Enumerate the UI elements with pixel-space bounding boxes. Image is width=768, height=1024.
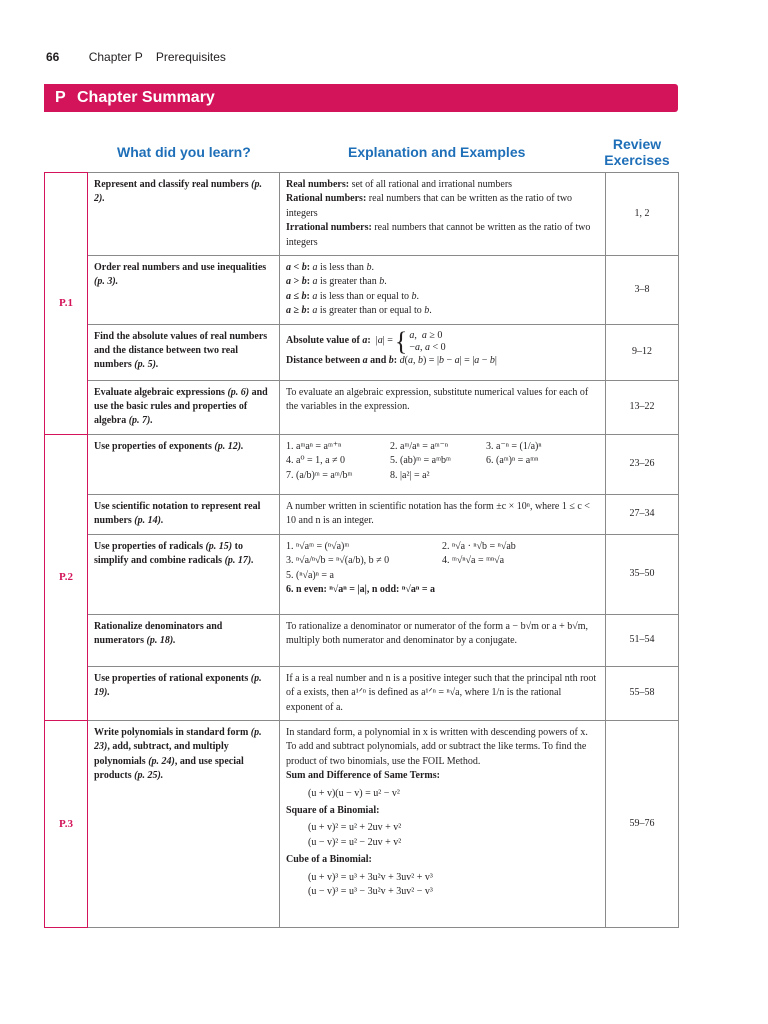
formula: (u + v)³ = u³ + 3u²v + 3uv² + v³ xyxy=(308,871,433,883)
table-row xyxy=(45,666,679,720)
explain-cell xyxy=(280,720,606,927)
table-row xyxy=(45,614,679,666)
chapter-summary-banner xyxy=(44,84,678,112)
exponent-rule: 7. (a/b)ᵐ = aᵐ/bᵐ xyxy=(286,469,353,481)
explain-cell: To evaluate an algebraic expression, substitute numerical values for each of the variables in the expression. xyxy=(280,380,606,434)
review-cell: 35–50 xyxy=(606,534,679,614)
table-row xyxy=(45,324,679,380)
running-header xyxy=(46,50,226,64)
column-header-explain: Explanation and Examples xyxy=(348,144,526,160)
polynomial-text: In standard form, a polynomial in x is written with descending powers of x. To add and subtract polynomials, add or subtract the like terms. To find the product of two binomials, use the FOIL Method. xyxy=(286,726,588,767)
review-cell: 9–12 xyxy=(606,324,679,380)
column-header-review xyxy=(598,136,676,168)
table-row xyxy=(45,256,679,325)
table-row xyxy=(45,534,679,614)
table-row xyxy=(45,720,679,927)
radical-rule: 3. ⁿ√a/ⁿ√b = ⁿ√(a/b), b ≠ 0 xyxy=(286,555,390,567)
review-cell: 51–54 xyxy=(606,614,679,666)
formula-heading: Square of a Binomial: xyxy=(286,804,380,816)
learn-cell: Rationalize denominators and numerators (p. 18). xyxy=(88,614,280,666)
section-label: P.1 xyxy=(45,173,88,435)
exponent-rule: 8. |a²| = a² xyxy=(390,469,430,481)
learn-cell: Evaluate algebraic expressions (p. 6) and use the basic rules and properties of algebra (p. 7). xyxy=(88,380,280,434)
table-row xyxy=(45,380,679,434)
section-label: P.3 xyxy=(45,720,88,927)
explain-cell: To rationalize a denominator or numerator of the form a − b√m or a + b√m, multiply both numerator and denominator by a conjugate. xyxy=(280,614,606,666)
explain-cell: Real numbers: set of all rational and irrational numbers Rational numbers: real numbers that can be written as the ratio of two integers Irrational numbers: real numbers that cannot be written as the ratio of two integers xyxy=(280,173,606,256)
review-cell: 13–22 xyxy=(606,380,679,434)
formula: (u − v)³ = u³ − 3u²v + 3uv² − v³ xyxy=(308,885,433,897)
formula: (u + v)(u − v) = u² − v² xyxy=(308,787,400,799)
exponent-rule: 4. a⁰ = 1, a ≠ 0 xyxy=(286,455,346,467)
formula: (u − v)² = u² − 2uv + v² xyxy=(308,836,402,848)
formula-heading: Cube of a Binomial: xyxy=(286,854,372,866)
radical-rule: 5. (ⁿ√a)ⁿ = a xyxy=(286,569,334,581)
radical-rule: 2. ⁿ√a · ⁿ√b = ⁿ√ab xyxy=(442,540,516,552)
learn-cell: Write polynomials in standard form (p. 23), add, subtract, and multiply polynomials (p. 24), and use special products (p. 25). xyxy=(88,720,280,927)
exponent-rule: 2. aᵐ/aⁿ = aᵐ⁻ⁿ xyxy=(390,440,449,452)
learn-cell: Use properties of exponents (p. 12). xyxy=(88,434,280,494)
exponent-rule: 3. a⁻ⁿ = (1/a)ⁿ xyxy=(486,440,542,452)
exponent-rule: 1. aᵐaⁿ = aᵐ⁺ⁿ xyxy=(286,440,342,452)
learn-cell: Find the absolute values of real numbers and the distance between two real numbers (p. 5). xyxy=(88,324,280,380)
review-cell: 27–34 xyxy=(606,494,679,534)
review-header-line2: Exercises xyxy=(604,152,670,168)
formula-heading: Sum and Difference of Same Terms: xyxy=(286,770,440,782)
review-cell: 3–8 xyxy=(606,256,679,325)
learn-cell: Use scientific notation to represent real numbers (p. 14). xyxy=(88,494,280,534)
table-row xyxy=(45,173,679,256)
learn-cell: Use properties of radicals (p. 15) to simplify and combine radicals (p. 17). xyxy=(88,534,280,614)
formula: (u + v)² = u² + 2uv + v² xyxy=(308,822,402,834)
explain-cell xyxy=(280,534,606,614)
banner-letter: P xyxy=(55,89,66,106)
learn-cell: Represent and classify real numbers (p. 2). xyxy=(88,173,280,256)
learn-cell: Use properties of rational exponents (p. 19). xyxy=(88,666,280,720)
exponent-rule: 5. (ab)ᵐ = aᵐbᵐ xyxy=(390,455,451,467)
chapter-label: Chapter P Prerequisites xyxy=(88,50,226,64)
radical-rule: 1. ⁿ√aᵐ = (ⁿ√a)ᵐ xyxy=(286,540,350,552)
review-cell: 1, 2 xyxy=(606,173,679,256)
summary-table xyxy=(44,172,679,928)
exponent-rule: 6. (aᵐ)ⁿ = aᵐⁿ xyxy=(486,455,539,467)
explain-cell: Absolute value of a: | a | = { a, a ≥ 0 −a, a < 0 Distance between a and b: d(a, b) = |b − a| = |a − b| xyxy=(280,324,606,380)
explain-cell: A number written in scientific notation has the form ±c × 10ⁿ, where 1 ≤ c < 10 and n is an integer. xyxy=(280,494,606,534)
section-label: P.2 xyxy=(45,434,88,720)
review-cell: 59–76 xyxy=(606,720,679,927)
table-row xyxy=(45,494,679,534)
radical-rule: 4. ᵐ√ⁿ√a = ᵐⁿ√a xyxy=(442,555,505,567)
review-cell: 23–26 xyxy=(606,434,679,494)
learn-cell: Order real numbers and use inequalities (p. 3). xyxy=(88,256,280,325)
radical-rule: 6. n even: ⁿ√aⁿ = |a|, n odd: ⁿ√aⁿ = a xyxy=(286,583,436,595)
banner-title: Chapter Summary xyxy=(77,89,215,106)
explain-cell: a < b: a is less than b. a > b: a is greater than b. a ≤ b: a is less than or equal to b. a ≥ b: a is greater than or equal to b. xyxy=(280,256,606,325)
page-number: 66 xyxy=(46,50,60,64)
review-header-line1: Review xyxy=(612,136,662,152)
column-header-learn: What did you learn? xyxy=(117,144,251,160)
review-cell: 55–58 xyxy=(606,666,679,720)
explain-cell: If a is a real number and n is a positive integer such that the principal nth root of a exists, then a¹ᐟⁿ is defined as a¹ᐟⁿ = ⁿ√a, where 1/n is the rational exponent of a. xyxy=(280,666,606,720)
explain-cell xyxy=(280,434,606,494)
table-row xyxy=(45,434,679,494)
